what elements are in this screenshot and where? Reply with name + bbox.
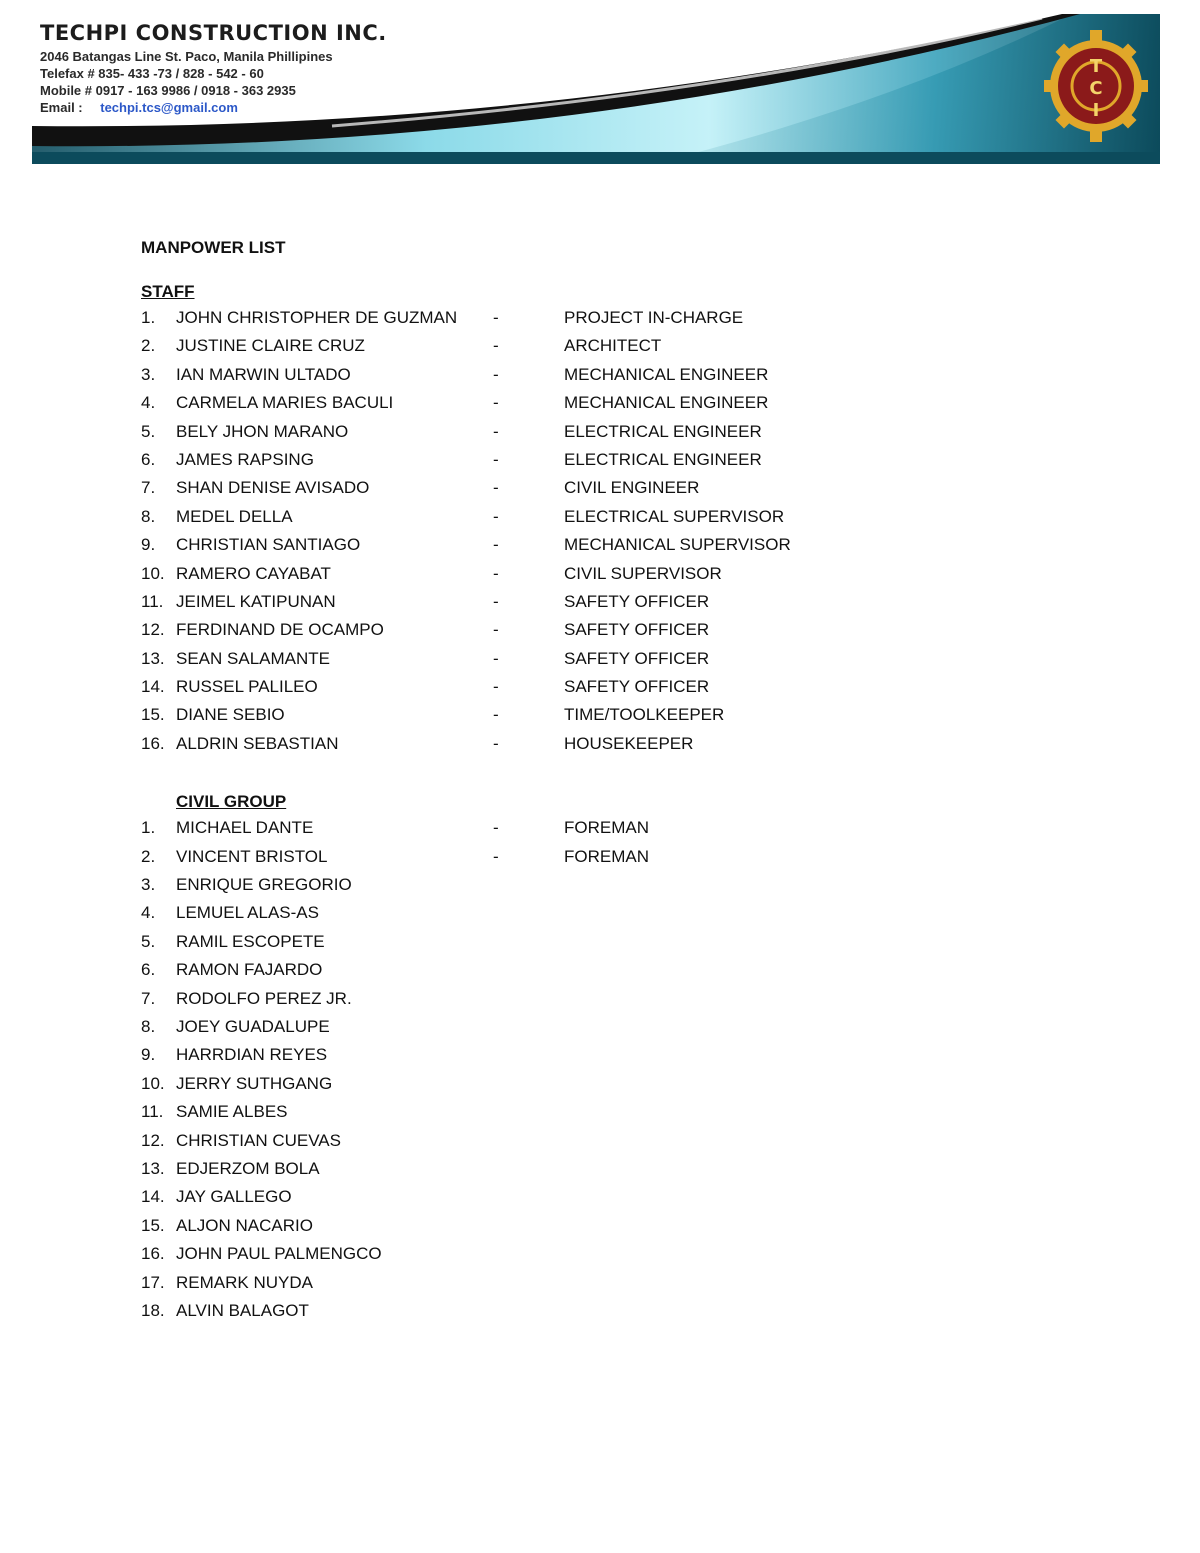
- list-item: [141, 1127, 1041, 1155]
- list-item: [141, 1155, 1041, 1183]
- person-name: JEIMEL KATIPUNAN: [176, 591, 336, 611]
- civil-group-list: [141, 814, 1041, 1325]
- separator-dash: -: [493, 648, 499, 668]
- item-number: 7.: [141, 478, 156, 498]
- separator-dash: -: [493, 846, 499, 866]
- staff-heading: STAFF: [141, 282, 195, 301]
- job-role: SAFETY OFFICER: [564, 677, 710, 697]
- person-name: RAMIL ESCOPETE: [176, 931, 325, 951]
- item-number: 9.: [141, 535, 156, 555]
- separator-dash: -: [493, 393, 499, 413]
- list-item: [141, 814, 1041, 842]
- staff-list: [141, 304, 1041, 758]
- document-title: MANPOWER LIST: [141, 238, 286, 257]
- separator-dash: -: [493, 620, 499, 640]
- separator-dash: -: [493, 478, 499, 498]
- item-number: 18.: [141, 1300, 165, 1320]
- separator-dash: -: [493, 421, 499, 441]
- item-number: 17.: [141, 1272, 165, 1292]
- person-name: JAY GALLEGO: [176, 1187, 292, 1207]
- item-number: 4.: [141, 903, 156, 923]
- list-item: [141, 673, 1041, 701]
- list-item: [141, 616, 1041, 644]
- person-name: MICHAEL DANTE: [176, 818, 314, 838]
- job-role: TIME/TOOLKEEPER: [564, 705, 725, 725]
- company-telefax: Telefax # 835- 433 -73 / 828 - 542 - 60: [40, 66, 264, 81]
- person-name: JOEY GUADALUPE: [176, 1016, 330, 1036]
- person-name: JOHN PAUL PALMENGCO: [176, 1244, 382, 1264]
- job-role: FOREMAN: [564, 818, 649, 838]
- list-item: [141, 446, 1041, 474]
- person-name: IAN MARWIN ULTADO: [176, 364, 351, 384]
- person-name: BELY JHON MARANO: [176, 421, 349, 441]
- item-number: 13.: [141, 648, 165, 668]
- list-item: [141, 1183, 1041, 1211]
- list-item: [141, 1297, 1041, 1325]
- company-name: TECHPI CONSTRUCTION INC.: [40, 21, 387, 45]
- job-role: MECHANICAL ENGINEER: [564, 393, 769, 413]
- item-number: 3.: [141, 364, 156, 384]
- email-link[interactable]: techpi.tcs@gmail.com: [100, 100, 238, 115]
- person-name: RODOLFO PEREZ JR.: [176, 988, 352, 1008]
- person-name: FERDINAND DE OCAMPO: [176, 620, 384, 640]
- separator-dash: -: [493, 336, 499, 356]
- item-number: 12.: [141, 1130, 165, 1150]
- list-item: [141, 588, 1041, 616]
- person-name: ALDRIN SEBASTIAN: [176, 733, 339, 753]
- item-number: 5.: [141, 421, 156, 441]
- job-role: CIVIL ENGINEER: [564, 478, 700, 498]
- person-name: MEDEL DELLA: [176, 506, 293, 526]
- company-email-row: [40, 99, 500, 116]
- manpower-document: [141, 236, 1041, 1325]
- list-item: [141, 1013, 1041, 1041]
- job-role: SAFETY OFFICER: [564, 620, 710, 640]
- person-name: SAMIE ALBES: [176, 1102, 288, 1122]
- separator-dash: -: [493, 308, 499, 327]
- list-item: [141, 730, 1041, 758]
- list-item: [141, 701, 1041, 729]
- person-name: ENRIQUE GREGORIO: [176, 875, 352, 895]
- separator-dash: -: [493, 733, 499, 753]
- person-name: LEMUEL ALAS-AS: [176, 903, 319, 923]
- company-address: 2046 Batangas Line St. Paco, Manila Phillipines: [40, 49, 333, 64]
- list-item: [141, 531, 1041, 559]
- person-name: CHRISTIAN SANTIAGO: [176, 535, 361, 555]
- item-number: 1.: [141, 818, 156, 838]
- list-item: [141, 361, 1041, 389]
- list-item: [141, 985, 1041, 1013]
- separator-dash: -: [493, 506, 499, 526]
- item-number: 6.: [141, 449, 156, 469]
- item-number: 14.: [141, 1187, 165, 1207]
- job-role: FOREMAN: [564, 846, 649, 866]
- list-item: [141, 843, 1041, 871]
- separator-dash: -: [493, 563, 499, 583]
- job-role: ARCHITECT: [564, 336, 662, 356]
- letterhead: [32, 14, 1160, 164]
- person-name: HARRDIAN REYES: [176, 1045, 328, 1065]
- separator-dash: -: [493, 535, 499, 555]
- item-number: 11.: [141, 1102, 164, 1122]
- logo-letter-t: T: [1089, 56, 1103, 77]
- person-name: RAMON FAJARDO: [176, 960, 323, 980]
- job-role: SAFETY OFFICER: [564, 591, 710, 611]
- person-name: RUSSEL PALILEO: [176, 677, 318, 697]
- job-role: SAFETY OFFICER: [564, 648, 710, 668]
- email-label: Email :: [40, 100, 83, 115]
- list-item: [141, 928, 1041, 956]
- list-item: [141, 560, 1041, 588]
- list-item: [141, 418, 1041, 446]
- logo-letter-c: C: [1089, 78, 1103, 99]
- separator-dash: -: [493, 705, 499, 725]
- item-number: 8.: [141, 1016, 156, 1036]
- civil-group-heading: CIVIL GROUP: [176, 792, 287, 812]
- job-role: PROJECT IN-CHARGE: [564, 308, 744, 327]
- person-name: CARMELA MARIES BACULI: [176, 393, 394, 413]
- person-name: EDJERZOM BOLA: [176, 1158, 320, 1178]
- person-name: JOHN CHRISTOPHER DE GUZMAN: [176, 308, 458, 327]
- item-number: 9.: [141, 1045, 156, 1065]
- list-item: [141, 1041, 1041, 1069]
- person-name: ALJON NACARIO: [176, 1215, 313, 1235]
- list-item: [141, 871, 1041, 899]
- list-item: [141, 1240, 1041, 1268]
- job-role: MECHANICAL SUPERVISOR: [564, 535, 791, 555]
- list-item: [141, 389, 1041, 417]
- person-name: JUSTINE CLAIRE CRUZ: [176, 336, 365, 356]
- item-number: 10.: [141, 1073, 165, 1093]
- item-number: 7.: [141, 988, 156, 1008]
- list-item: [141, 1070, 1041, 1098]
- item-number: 4.: [141, 393, 156, 413]
- item-number: 11.: [141, 591, 164, 611]
- separator-dash: -: [493, 449, 499, 469]
- job-role: ELECTRICAL ENGINEER: [564, 421, 762, 441]
- list-item: [141, 474, 1041, 502]
- list-item: [141, 956, 1041, 984]
- list-item: [141, 899, 1041, 927]
- job-role: ELECTRICAL SUPERVISOR: [564, 506, 785, 526]
- item-number: 15.: [141, 1215, 165, 1235]
- item-number: 16.: [141, 1244, 165, 1264]
- job-role: MECHANICAL ENGINEER: [564, 364, 769, 384]
- item-number: 12.: [141, 620, 165, 640]
- person-name: RAMERO CAYABAT: [176, 563, 331, 583]
- company-mobile: Mobile # 0917 - 163 9986 / 0918 - 363 2935: [40, 83, 296, 98]
- item-number: 8.: [141, 506, 156, 526]
- item-number: 5.: [141, 931, 156, 951]
- job-role: CIVIL SUPERVISOR: [564, 563, 722, 583]
- item-number: 6.: [141, 960, 156, 980]
- person-name: JAMES RAPSING: [176, 449, 314, 469]
- person-name: SHAN DENISE AVISADO: [176, 478, 370, 498]
- list-item: [141, 1098, 1041, 1126]
- person-name: DIANE SEBIO: [176, 705, 285, 725]
- list-item: [141, 503, 1041, 531]
- item-number: 10.: [141, 563, 165, 583]
- separator-dash: -: [493, 677, 499, 697]
- logo-letter-i: I: [1092, 100, 1100, 121]
- person-name: SEAN SALAMANTE: [176, 648, 330, 668]
- item-number: 14.: [141, 677, 165, 697]
- item-number: 2.: [141, 846, 156, 866]
- separator-dash: -: [493, 818, 499, 838]
- letterhead-contact: [40, 20, 500, 116]
- company-logo: [1044, 22, 1148, 150]
- list-item: [141, 304, 1041, 332]
- separator-dash: -: [493, 591, 499, 611]
- item-number: 15.: [141, 705, 165, 725]
- list-item: [141, 1212, 1041, 1240]
- person-name: CHRISTIAN CUEVAS: [176, 1130, 341, 1150]
- person-name: VINCENT BRISTOL: [176, 846, 328, 866]
- person-name: JERRY SUTHGANG: [176, 1073, 333, 1093]
- item-number: 1.: [141, 308, 156, 327]
- item-number: 2.: [141, 336, 156, 356]
- person-name: ALVIN BALAGOT: [176, 1300, 309, 1320]
- item-number: 16.: [141, 733, 165, 753]
- list-item: [141, 645, 1041, 673]
- list-item: [141, 1269, 1041, 1297]
- item-number: 13.: [141, 1158, 165, 1178]
- job-role: ELECTRICAL ENGINEER: [564, 449, 762, 469]
- list-item: [141, 332, 1041, 360]
- person-name: REMARK NUYDA: [176, 1272, 313, 1292]
- separator-dash: -: [493, 364, 499, 384]
- job-role: HOUSEKEEPER: [564, 733, 694, 753]
- item-number: 3.: [141, 875, 156, 895]
